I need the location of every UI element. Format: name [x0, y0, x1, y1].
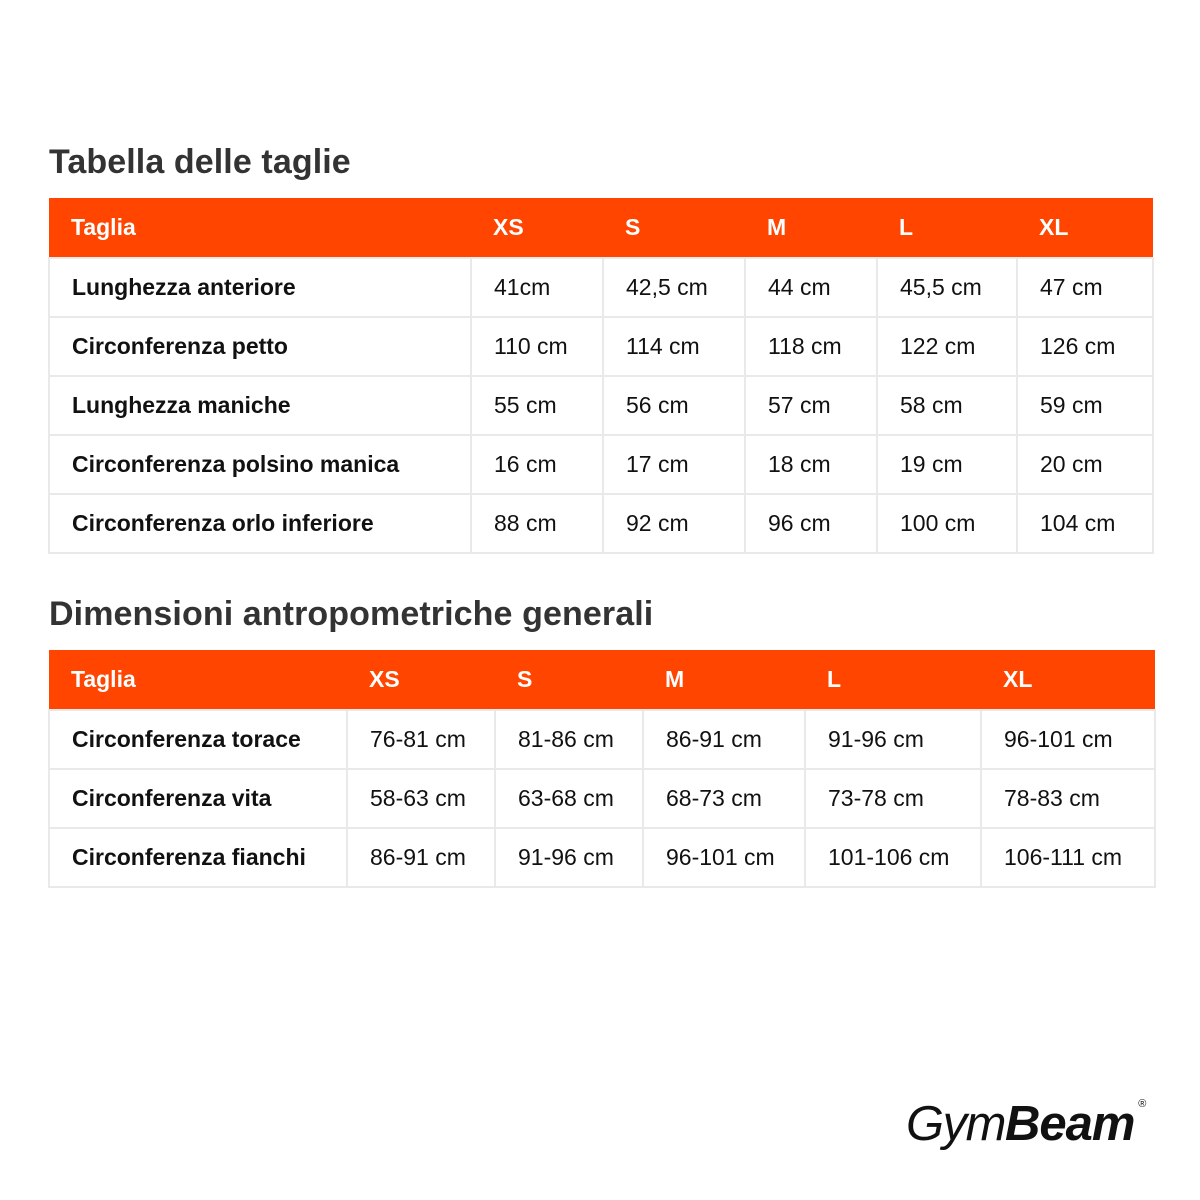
table-cell: 73-78 cm [805, 769, 981, 828]
header-cell-m: M [745, 198, 877, 258]
row-label: Lunghezza anteriore [49, 258, 471, 317]
header-cell-xl: XL [1017, 198, 1153, 258]
row-label: Circonferenza fianchi [49, 828, 347, 887]
table-row [49, 494, 1153, 553]
logo-text-beam: Beam [1004, 1097, 1135, 1151]
table-header-row [49, 198, 1153, 258]
table-cell: 101-106 cm [805, 828, 981, 887]
table-row [49, 769, 1155, 828]
table-row [49, 710, 1155, 769]
header-cell-l: L [877, 198, 1017, 258]
table-cell: 68-73 cm [643, 769, 805, 828]
table-row [49, 435, 1153, 494]
row-label: Circonferenza petto [49, 317, 471, 376]
body-measurements-title: Dimensioni antropometriche generali [49, 595, 654, 633]
table-cell: 126 cm [1017, 317, 1153, 376]
size-chart-table [48, 198, 1154, 554]
header-cell-xs: XS [471, 198, 603, 258]
row-label: Circonferenza torace [49, 710, 347, 769]
header-cell-size: Taglia [49, 650, 347, 710]
registered-mark-icon: ® [1138, 1098, 1147, 1110]
header-cell-m: M [643, 650, 805, 710]
row-label: Circonferenza vita [49, 769, 347, 828]
table-cell: 118 cm [745, 317, 877, 376]
table-cell: 63-68 cm [495, 769, 643, 828]
table-cell: 88 cm [471, 494, 603, 553]
table-cell: 81-86 cm [495, 710, 643, 769]
table-header-row [49, 650, 1155, 710]
table-cell: 122 cm [877, 317, 1017, 376]
table-cell: 86-91 cm [643, 710, 805, 769]
table-cell: 110 cm [471, 317, 603, 376]
table-cell: 58-63 cm [347, 769, 495, 828]
table-cell: 91-96 cm [805, 710, 981, 769]
table-cell: 42,5 cm [603, 258, 745, 317]
table-cell: 114 cm [603, 317, 745, 376]
size-chart-title: Tabella delle taglie [49, 143, 351, 181]
logo-text-gym: Gym [906, 1097, 1005, 1151]
table-cell: 16 cm [471, 435, 603, 494]
table-cell: 17 cm [603, 435, 745, 494]
table-cell: 96-101 cm [643, 828, 805, 887]
body-measurements-table [48, 650, 1156, 888]
table-cell: 78-83 cm [981, 769, 1155, 828]
table-cell: 44 cm [745, 258, 877, 317]
table-cell: 76-81 cm [347, 710, 495, 769]
table-cell: 20 cm [1017, 435, 1153, 494]
header-cell-size: Taglia [49, 198, 471, 258]
gymbeam-logo [906, 1094, 1147, 1154]
table-row [49, 828, 1155, 887]
table-cell: 18 cm [745, 435, 877, 494]
table-cell: 86-91 cm [347, 828, 495, 887]
table-row [49, 258, 1153, 317]
header-cell-l: L [805, 650, 981, 710]
header-cell-xl: XL [981, 650, 1155, 710]
table-cell: 41cm [471, 258, 603, 317]
table-cell: 96-101 cm [981, 710, 1155, 769]
table-cell: 55 cm [471, 376, 603, 435]
table-cell: 45,5 cm [877, 258, 1017, 317]
header-cell-xs: XS [347, 650, 495, 710]
table-row [49, 317, 1153, 376]
table-cell: 91-96 cm [495, 828, 643, 887]
table-cell: 58 cm [877, 376, 1017, 435]
table-cell: 96 cm [745, 494, 877, 553]
header-cell-s: S [495, 650, 643, 710]
table-cell: 104 cm [1017, 494, 1153, 553]
table-cell: 47 cm [1017, 258, 1153, 317]
table-cell: 57 cm [745, 376, 877, 435]
table-cell: 19 cm [877, 435, 1017, 494]
table-cell: 56 cm [603, 376, 745, 435]
row-label: Circonferenza polsino manica [49, 435, 471, 494]
table-cell: 92 cm [603, 494, 745, 553]
row-label: Lunghezza maniche [49, 376, 471, 435]
row-label: Circonferenza orlo inferiore [49, 494, 471, 553]
table-cell: 100 cm [877, 494, 1017, 553]
table-row [49, 376, 1153, 435]
table-cell: 106-111 cm [981, 828, 1155, 887]
header-cell-s: S [603, 198, 745, 258]
table-cell: 59 cm [1017, 376, 1153, 435]
